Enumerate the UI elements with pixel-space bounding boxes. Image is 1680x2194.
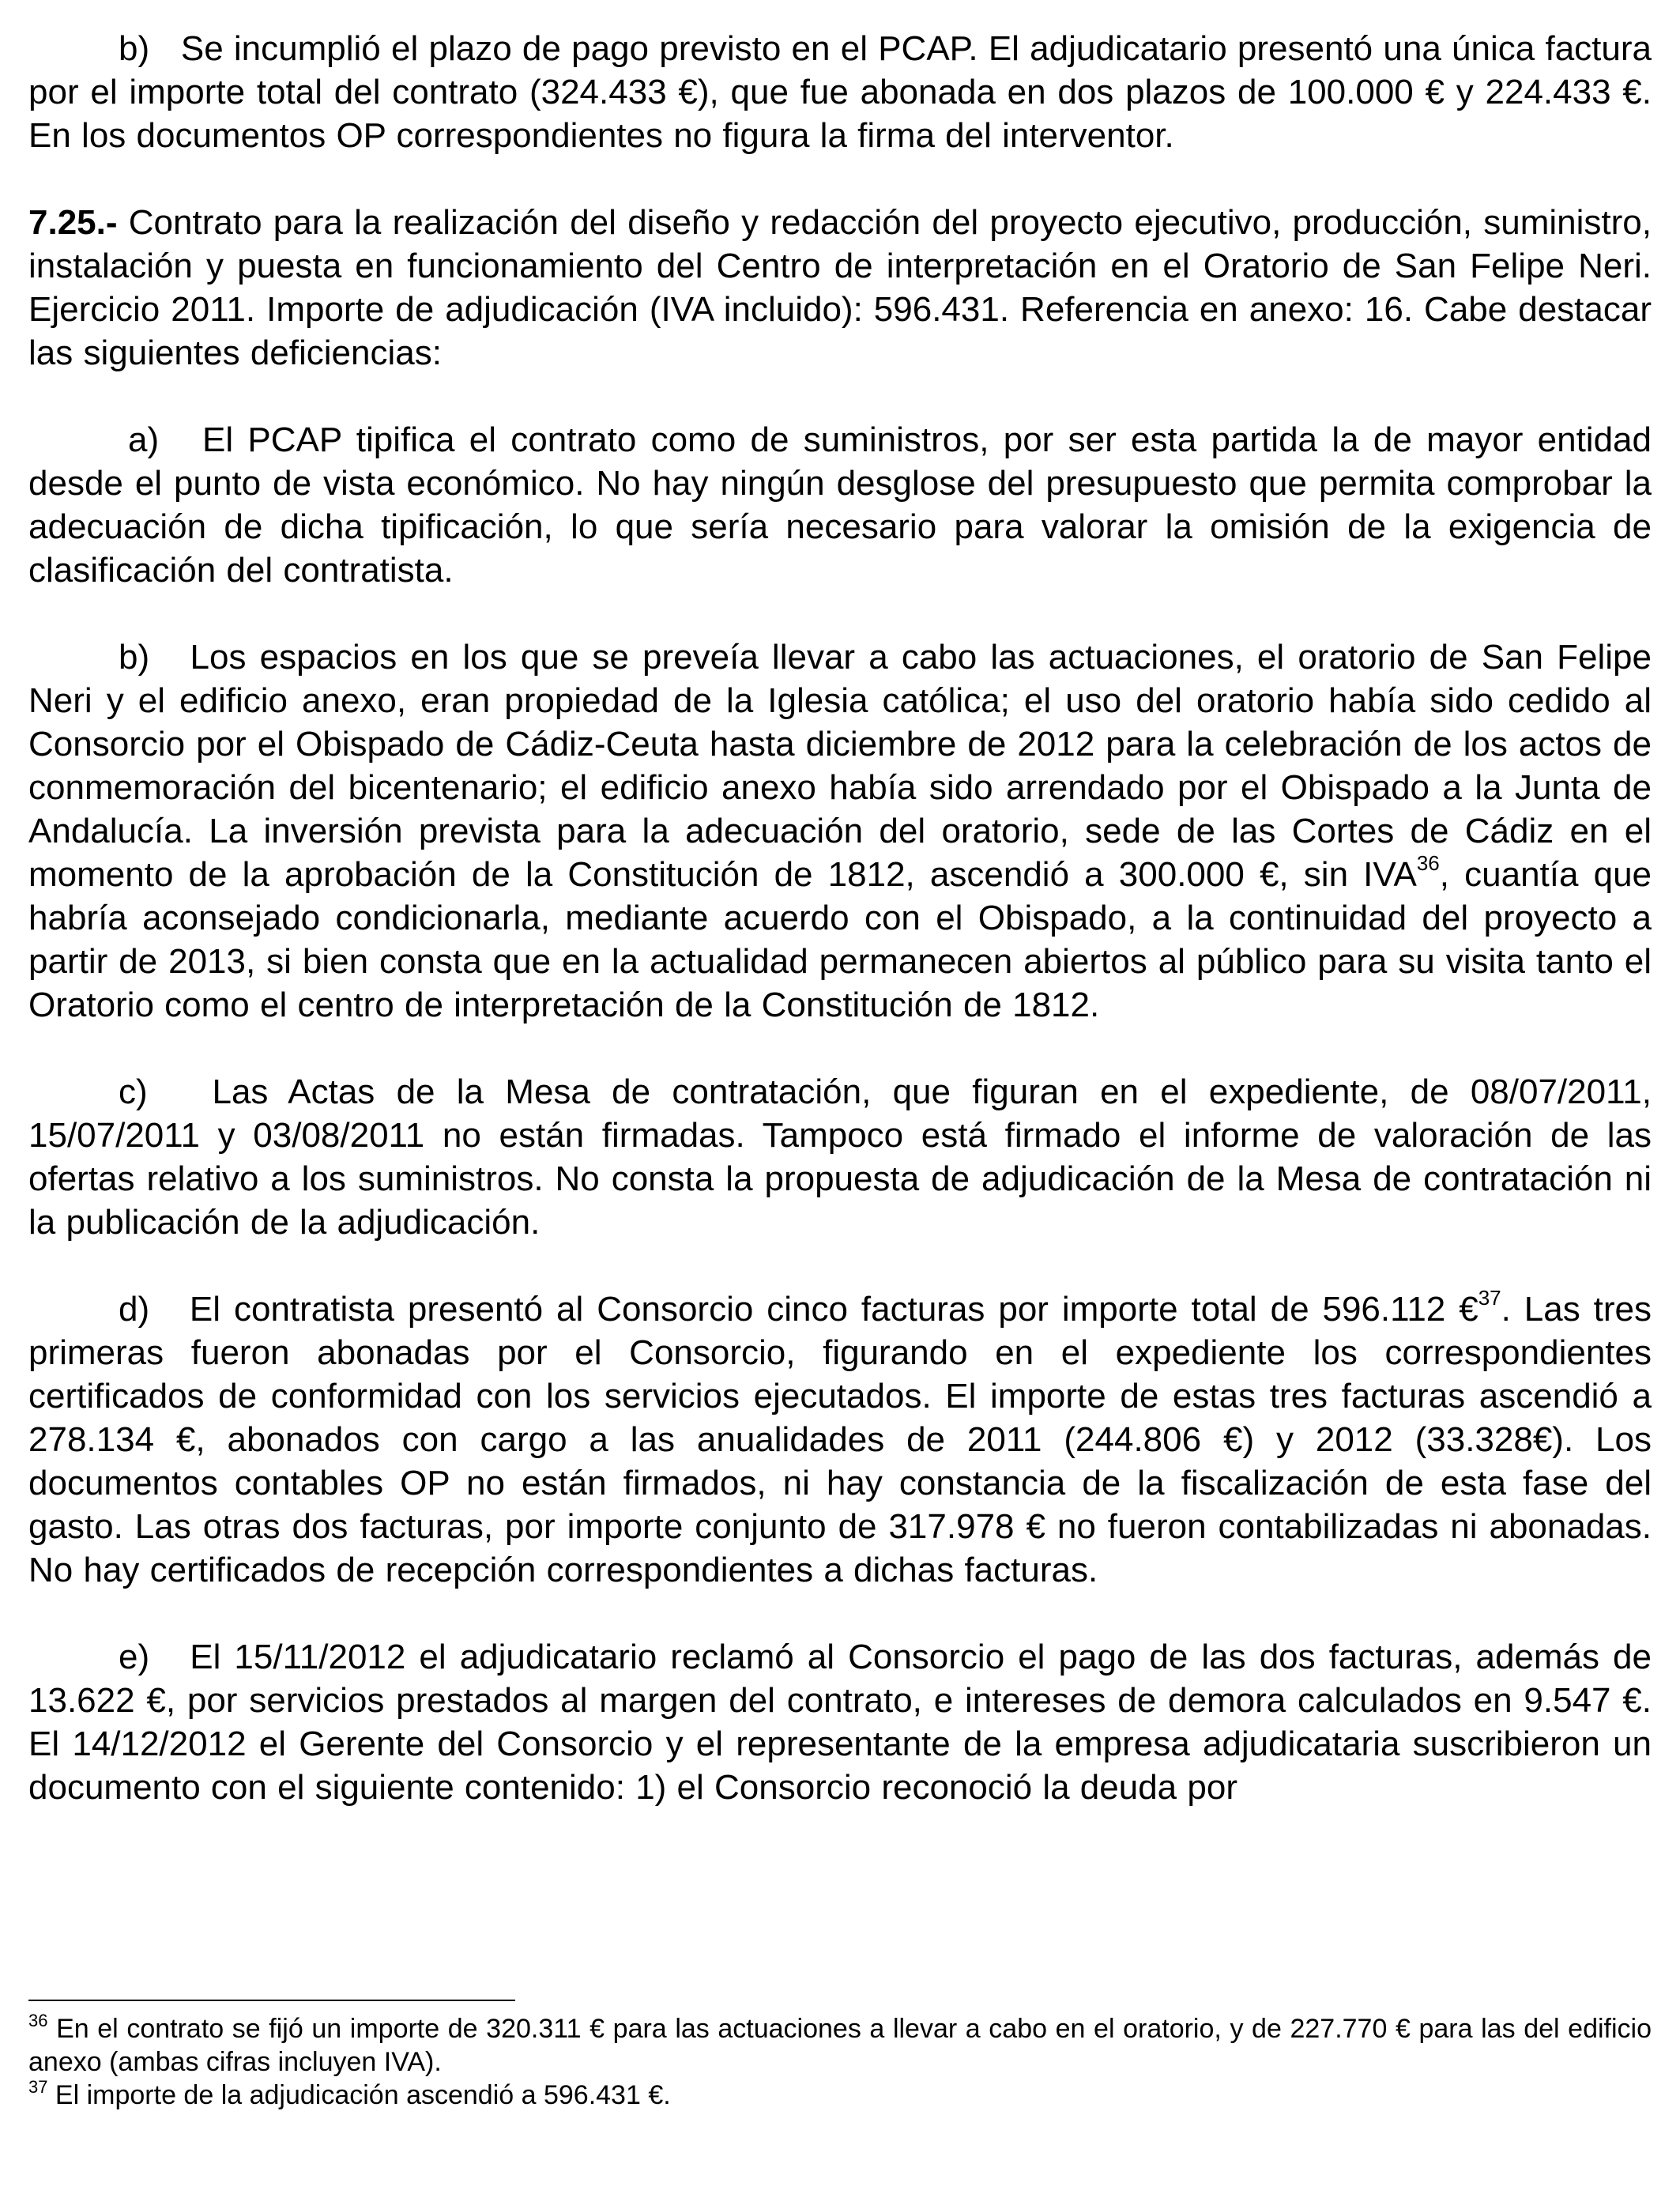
item-d-text-before: d) El contratista presentó al Consorcio cinco facturas por importe total de 596.112 €: [119, 1290, 1478, 1329]
footnote-text: En el contrato se fijó un importe de 320.311 € para las actuaciones a llevar a cabo en el oratorio, y de 227.770 € para las del edificio anexo (ambas cifras incluyen IVA).: [28, 2014, 1652, 2077]
footnote-number: 37: [28, 2076, 48, 2097]
item-e: [28, 1635, 1652, 1809]
footnote-separator: [28, 2000, 515, 2001]
item-b-text-after: , cuantía que habría aconsejado condicionarla, mediante acuerdo con el Obispado, a la continuidad del proyecto a partir de 2013, si bien consta que en la actualidad permanecen abiertos al público para su visita tanto el Oratorio como el centro de interpretación de la Constitución de 1812.: [28, 855, 1652, 1024]
paragraph-b-payment-deadline: [28, 27, 1652, 157]
footnote-ref-37[interactable]: 37: [1478, 1286, 1501, 1310]
item-c-text: c) Las Actas de la Mesa de contratación, que figuran en el expediente, de 08/07/2011, 15/07/2011 y 03/08/2011 no están firmadas. Tampoco está firmado el informe de valoración de las ofertas relativo a los suministros. No consta la propuesta de adjudicación de la Mesa de contratación ni la publicación de la adjudicación.: [28, 1072, 1652, 1242]
footnote-36: [28, 2012, 1652, 2079]
footnote-37: [28, 2076, 1652, 2112]
item-a-text: a) El PCAP tipifica el contrato como de suministros, por ser esta partida la de mayor entidad desde el punto de vista económico. No hay ningún desglose del presupuesto que permita comprobar la adecuación de dicha tipificación, lo que sería necesario para valorar la omisión de la exigencia de clasificación del contratista.: [28, 420, 1652, 590]
item-a: [28, 418, 1652, 592]
item-b: [28, 635, 1652, 1027]
section-7-25: [28, 201, 1652, 375]
section-text: Contrato para la realización del diseño y redacción del proyecto ejecutivo, producción, suministro, instalación y puesta en funcionamiento del Centro de interpretación en el Oratorio de San Felipe Neri. Ejercicio 2011. Importe de adjudicación (IVA incluido): 596.431. Referencia en anexo: 16. Cabe destacar las siguientes deficiencias:: [28, 203, 1652, 372]
paragraph-text: b) Se incumplió el plazo de pago previsto en el PCAP. El adjudicatario presentó una única factura por el importe total del contrato (324.433 €), que fue abonada en dos plazos de 100.000 € y 224.433 €. En los documentos OP correspondientes no figura la firma del interventor.: [28, 29, 1652, 155]
item-b-text-before: b) Los espacios en los que se preveía llevar a cabo las actuaciones, el oratorio de San Felipe Neri y el edificio anexo, eran propiedad de la Iglesia católica; el uso del oratorio había sido cedido al Consorcio por el Obispado de Cádiz-Ceuta hasta diciembre de 2012 para la celebración de los actos de conmemoración del bicentenario; el edificio anexo había sido arrendado por el Obispado a la Junta de Andalucía. La inversión prevista para la adecuación del oratorio, sede de las Cortes de Cádiz en el momento de la aprobación de la Constitución de 1812, ascendió a 300.000 €, sin IVA: [28, 638, 1652, 894]
footnote-ref-36[interactable]: 36: [1416, 851, 1440, 876]
item-e-text: e) El 15/11/2012 el adjudicatario reclamó al Consorcio el pago de las dos facturas, además de 13.622 €, por servicios prestados al margen del contrato, e intereses de demora calculados en 9.547 €. El 14/12/2012 el Gerente del Consorcio y el representante de la empresa adjudicataria suscribieron un documento con el siguiente contenido: 1) el Consorcio reconoció la deuda por: [28, 1638, 1652, 1807]
footnote-text: El importe de la adjudicación ascendió a 596.431 €.: [47, 2080, 671, 2110]
item-d-text-after: . Las tres primeras fueron abonadas por el Consorcio, figurando en el expediente los correspondientes certificados de conformidad con los servicios ejecutados. El importe de estas tres facturas ascendió a 278.134 €, abonados con cargo a las anualidades de 2011 (244.806 €) y 2012 (33.328€). Los documentos contables OP no están firmados, ni hay constancia de la fiscalización de esta fase del gasto. Las otras dos facturas, por importe conjunto de 317.978 € no fueron contabilizadas ni abonadas. No hay certificados de recepción correspondientes a dichas facturas.: [28, 1290, 1652, 1589]
footnotes-section: [28, 2000, 1652, 2112]
section-number: 7.25.-: [28, 203, 118, 242]
footnote-number: 36: [28, 2010, 48, 2030]
item-c: [28, 1070, 1652, 1244]
item-d: [28, 1287, 1652, 1592]
document-page: [28, 27, 1652, 1809]
